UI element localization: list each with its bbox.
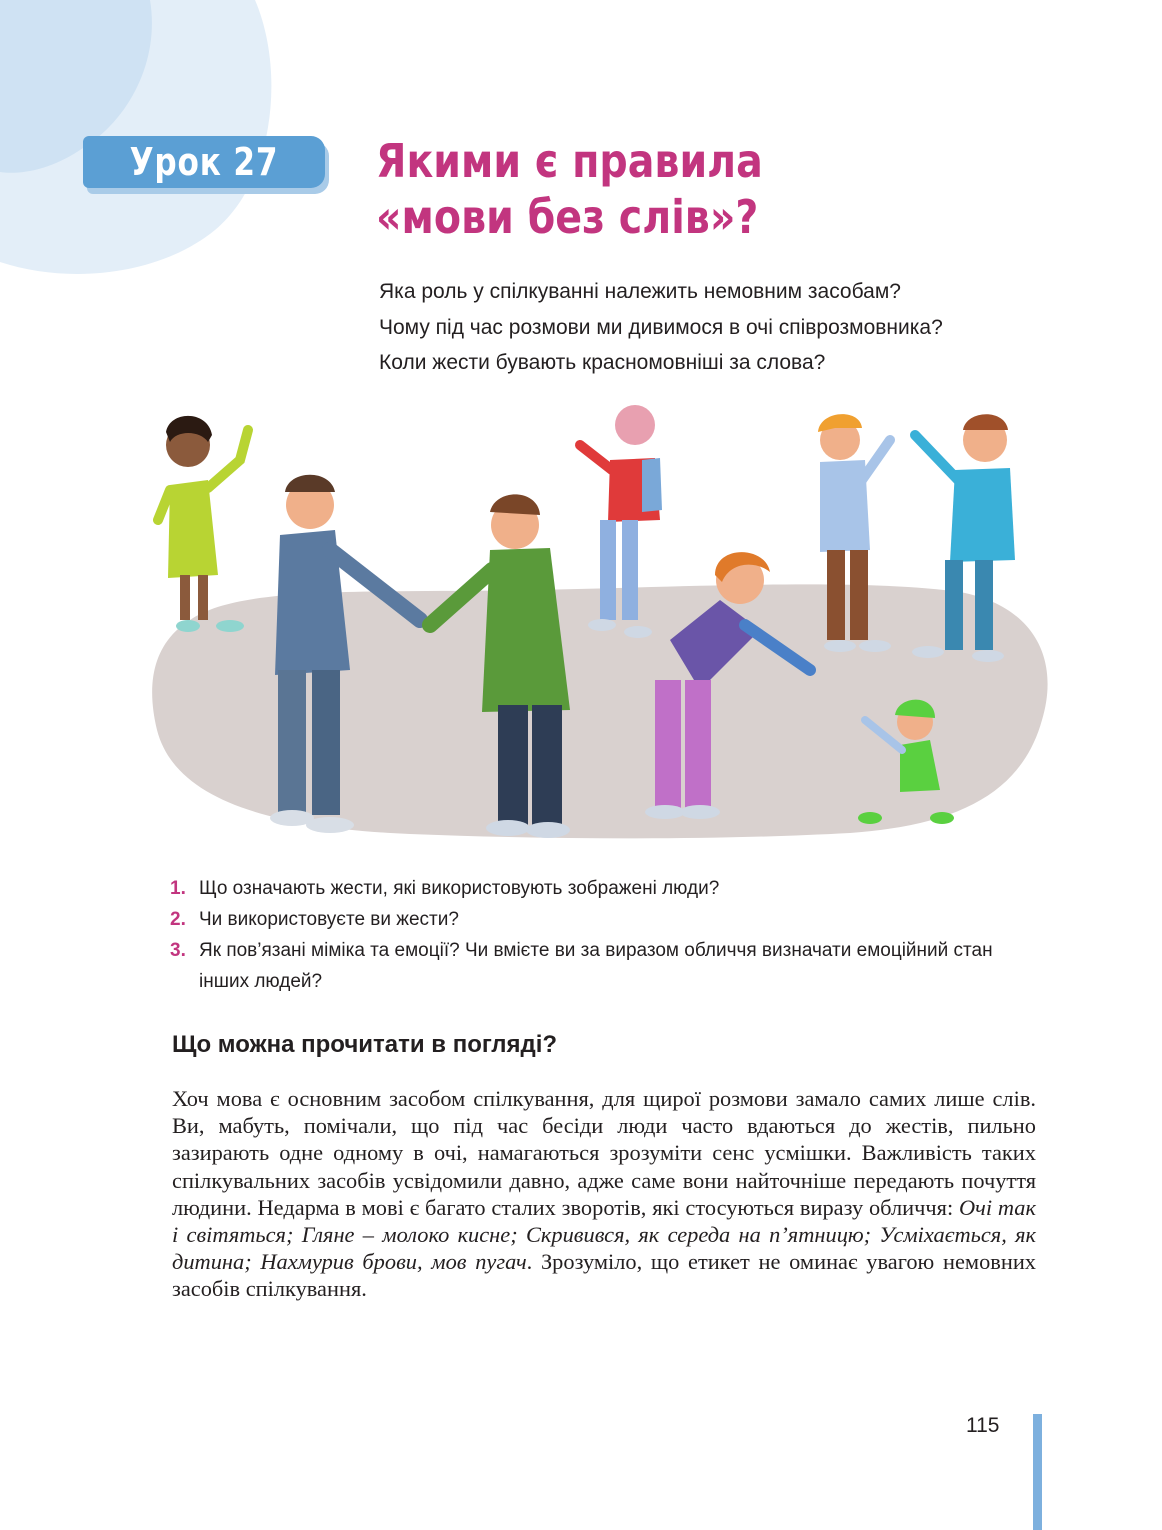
intro-questions bbox=[379, 274, 1079, 381]
section-paragraph bbox=[172, 1085, 1036, 1303]
task-item bbox=[170, 873, 1030, 904]
title-line-2: «мови без слів»? bbox=[376, 190, 759, 244]
page-edge-bar bbox=[1033, 1414, 1042, 1530]
task-number: 3. bbox=[170, 940, 186, 961]
task-number: 2. bbox=[170, 909, 186, 930]
section-heading: Що можна прочитати в погляді? bbox=[172, 1031, 558, 1058]
task-item bbox=[170, 904, 1030, 935]
lesson-badge bbox=[83, 136, 325, 188]
task-list bbox=[170, 873, 1030, 997]
task-text: Що означають жести, які використовують зображені люди? bbox=[199, 878, 720, 899]
task-text: Як пов’язані міміка та емоції? Чи вмієте ви за виразом обличчя визначати емоційний стан інших людей? bbox=[199, 940, 993, 992]
lesson-title bbox=[376, 133, 858, 245]
task-item bbox=[170, 935, 1030, 997]
paragraph-text-end: . Зрозуміло, що етикет не оминає увагою немовних засобів спілкування. bbox=[172, 1249, 1036, 1302]
intro-question: Яка роль у спілкуванні належить немовним засобам? bbox=[379, 280, 901, 303]
intro-question: Чому під час розмови ми дивимося в очі співрозмовника? bbox=[379, 315, 943, 339]
paragraph-text-start: Хоч мова є основним засобом спілкування, для щирої розмови замало самих лише слів. Ви, мабуть, помічали, що під час бесіди люди часто вдаються до жестів, пильно зазирають одне одному в очі, намагаються зрозуміти сенс усмішки. Важливість таких спілкувальних засобів усвідомили давно, адже саме вони найточніше передають почуття людини. Недарма в мові є багато сталих зворотів, які стосуються виразу обличчя: bbox=[172, 1086, 1036, 1220]
idioms-text: Очі так і світяться; Гляне – молоко кисне; Скривився, як середа на п’ятницю; Усміхається, як дитина; Нахмурив брови, мов пугач bbox=[172, 1194, 1036, 1275]
page-number: 115 bbox=[966, 1414, 1000, 1437]
task-text: Чи використовуєте ви жести? bbox=[199, 909, 459, 930]
task-number: 1. bbox=[170, 878, 186, 899]
girl-waving bbox=[158, 416, 248, 632]
gestures-illustration bbox=[130, 400, 1050, 850]
lesson-number: Урок 27 bbox=[129, 140, 279, 184]
title-line-1: Якими є правила bbox=[376, 134, 763, 188]
intro-question: Коли жести бувають красномовніші за слова? bbox=[379, 351, 826, 374]
